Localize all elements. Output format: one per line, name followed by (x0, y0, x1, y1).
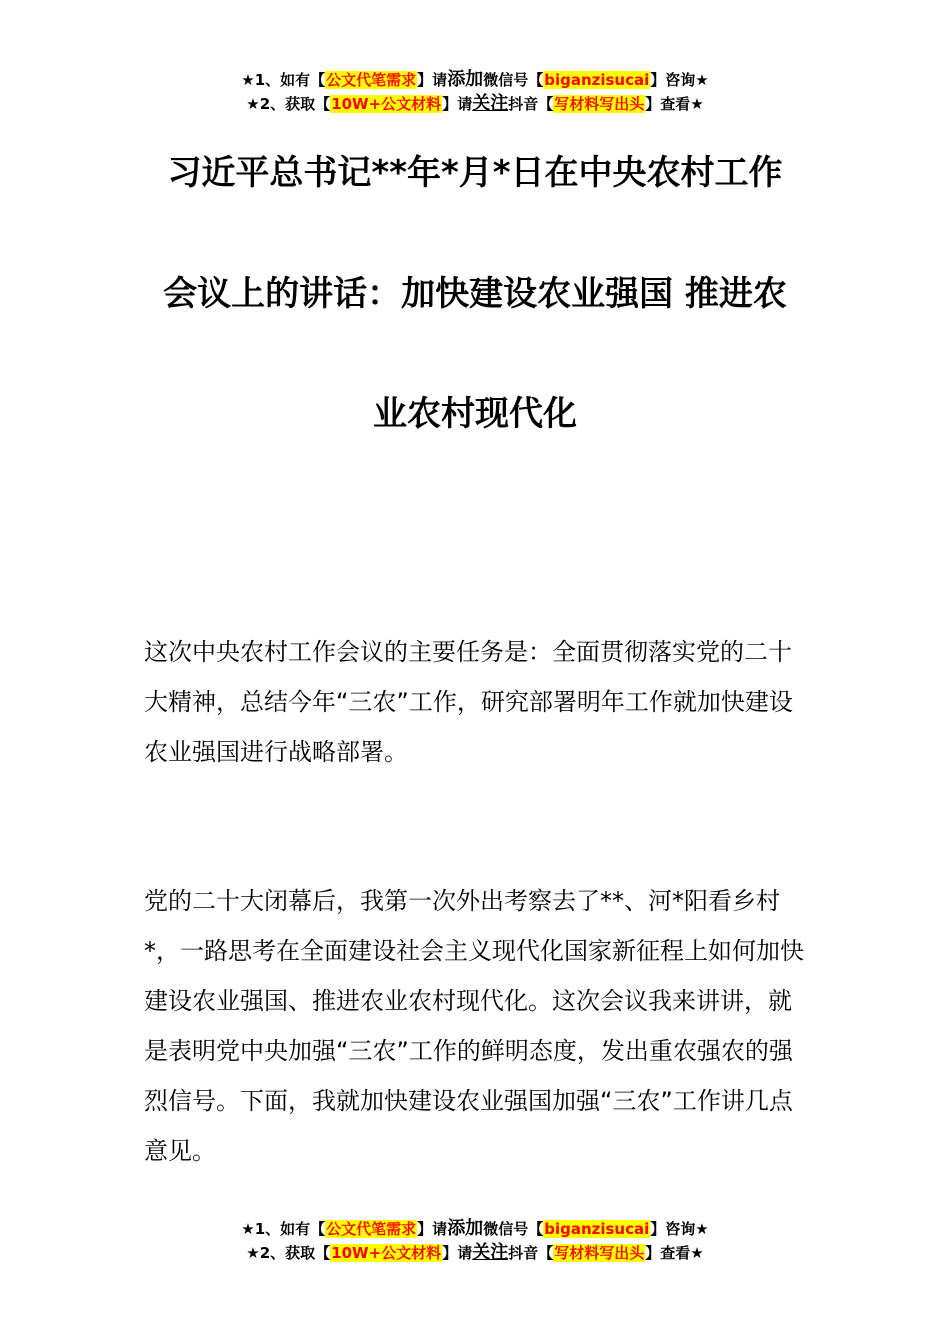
materials-highlight: 10W+公文材料 (331, 95, 442, 113)
banner-line-2: ★2、获取【10W+公文材料】请关注抖音【写材料写出头】查看★ (246, 1242, 704, 1263)
banner-line-1: ★1、如有【公文代笔需求】请添加微信号【biganzisucai】咨询★ (241, 1218, 709, 1239)
wechat-id-highlight: biganzisucai (544, 1220, 650, 1238)
page-title-line-3: 业农村现代化 (373, 394, 577, 434)
banner-line-2: ★2、获取【10W+公文材料】请关注抖音【写材料写出头】查看★ (246, 93, 704, 114)
service-highlight: 公文代笔需求 (326, 71, 417, 89)
banner-line-1: ★1、如有【公文代笔需求】请添加微信号【biganzisucai】咨询★ (241, 69, 709, 90)
service-highlight: 公文代笔需求 (326, 1220, 417, 1238)
bottom-banner (0, 1217, 950, 1265)
page-title-line-1: 习近平总书记**年*月*日在中央农村工作 (167, 153, 783, 193)
materials-highlight: 10W+公文材料 (331, 1244, 442, 1262)
paragraph-1: 这次中央农村工作会议的主要任务是：全面贯彻落实党的二十大精神，总结今年“三农”工作，研究部署明年工作就加快建设农业强国进行战略部署。 (144, 638, 793, 766)
wechat-id-highlight: biganzisucai (544, 71, 650, 89)
douyin-id-highlight: 写材料写出头 (554, 95, 645, 113)
paragraph-2: 党的二十大闭幕后，我第一次外出考察去了**、河*阳看乡村*，一路思考在全面建设社会主义现代化国家新征程上如何加快建设农业强国、推进农业农村现代化。这次会议我来讲讲，就是表明党中央加强“三农”工作的鲜明态度，发出重农强农的强烈信号。下面，我就加快建设农业强国加强“三农”工作讲几点意见。 (144, 887, 804, 1165)
page-title-line-2: 会议上的讲话：加快建设农业强国 推进农 (163, 274, 787, 314)
top-banner (0, 68, 950, 116)
douyin-id-highlight: 写材料写出头 (554, 1244, 645, 1262)
